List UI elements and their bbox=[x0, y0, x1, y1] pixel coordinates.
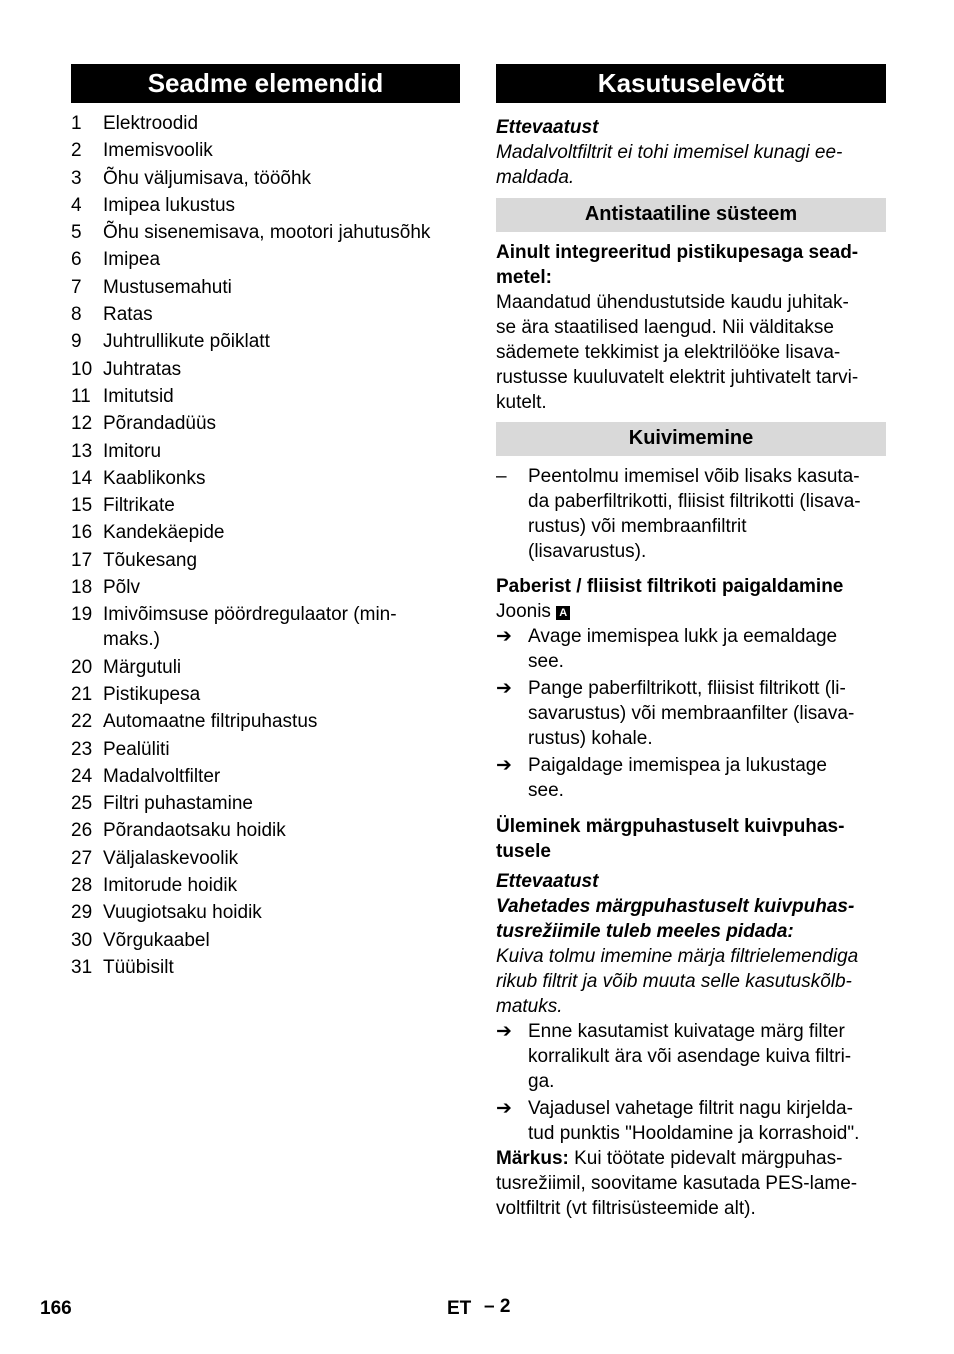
item-label: Kandekäepide bbox=[103, 522, 225, 544]
item-number: 17 bbox=[71, 549, 93, 571]
item-number: 24 bbox=[71, 765, 93, 787]
item-number: 25 bbox=[71, 793, 93, 815]
item-number: 16 bbox=[71, 522, 93, 544]
arrow-icon: ➔ bbox=[496, 626, 512, 647]
figure-a-icon: A bbox=[556, 606, 570, 620]
item-number: 22 bbox=[71, 711, 93, 733]
item-number: 27 bbox=[71, 847, 93, 869]
dash-text: Peentolmu imemisel võib lisaks kasuta- da paberfiltrikotti, fliisist filtrikotti (lisava- rustus) või membraanfiltrit (lisavarustus). bbox=[528, 466, 861, 562]
item-label: Imitorude hoidik bbox=[103, 875, 238, 897]
list-item bbox=[71, 764, 460, 789]
item-label: Elektroodid bbox=[103, 113, 199, 134]
item-label: Õhu sisenemisava, mootori jahutusõhk bbox=[103, 222, 431, 244]
list-item bbox=[71, 411, 460, 436]
item-label: Mustusemahuti bbox=[103, 276, 232, 298]
item-label: Tõukesang bbox=[103, 549, 198, 571]
filter-bag-subtitle: Paberist / fliisist filtrikoti paigaldamine bbox=[496, 576, 844, 597]
step-item bbox=[496, 1019, 886, 1094]
item-number: 19 bbox=[71, 604, 93, 626]
wet-to-dry-steps bbox=[496, 1019, 886, 1146]
step-text: Pange paberfiltrikott, fliisist filtrikott (li- savarustus) või membraanfilter (lisava- rustus) kohale. bbox=[528, 678, 855, 749]
step-item bbox=[496, 1096, 886, 1146]
list-item bbox=[71, 275, 460, 300]
item-label: Väljalaskevoolik bbox=[103, 847, 239, 869]
item-label: Imitutsid bbox=[103, 385, 174, 407]
warning-text: Madalvoltfiltrit ei tohi imemisel kunagi ee- maldada. bbox=[496, 142, 843, 188]
note-label: Märkus: bbox=[496, 1148, 569, 1169]
item-label: Pistikupesa bbox=[103, 683, 201, 705]
list-item bbox=[71, 900, 460, 925]
item-number: 7 bbox=[71, 276, 82, 298]
item-number: 18 bbox=[71, 577, 93, 599]
item-number: 10 bbox=[71, 358, 93, 380]
item-label: Põrandadüüs bbox=[103, 413, 217, 435]
item-number: 14 bbox=[71, 467, 93, 489]
item-label: Automaatne filtripuhastus bbox=[103, 711, 318, 733]
item-number: 9 bbox=[71, 331, 82, 353]
item-number: 31 bbox=[71, 956, 93, 978]
list-item bbox=[71, 193, 460, 218]
arrow-icon: ➔ bbox=[496, 1098, 512, 1119]
list-item bbox=[71, 520, 460, 545]
item-label: Põlv bbox=[103, 577, 140, 599]
item-number: 26 bbox=[71, 820, 93, 842]
item-label: Imivõimsuse pöördregulaator (min- maks.) bbox=[103, 604, 397, 651]
list-item bbox=[71, 302, 460, 327]
step-text: Avage imemispea lukk ja eemaldage see. bbox=[528, 626, 838, 672]
list-item bbox=[71, 873, 460, 898]
warning-title-2: Ettevaatust bbox=[496, 871, 599, 892]
parts-list bbox=[71, 111, 460, 980]
item-number: 21 bbox=[71, 683, 93, 705]
page-number: 166 bbox=[40, 1298, 72, 1319]
item-label: Filtri puhastamine bbox=[103, 793, 253, 815]
item-number: 2 bbox=[71, 140, 82, 162]
list-item bbox=[71, 575, 460, 600]
item-label: Imipea lukustus bbox=[103, 194, 236, 216]
list-item bbox=[71, 111, 460, 136]
step-text: Vajadusel vahetage filtrit nagu kirjelda- tud punktis "Hooldamine ja korrashoid". bbox=[528, 1098, 860, 1144]
step-item bbox=[496, 753, 886, 803]
item-label: Imipea bbox=[103, 249, 161, 271]
list-item bbox=[71, 466, 460, 491]
item-label: Pealüliti bbox=[103, 738, 170, 760]
dash-item bbox=[496, 464, 886, 564]
filter-bag-steps bbox=[496, 624, 886, 803]
item-number: 11 bbox=[71, 385, 91, 407]
list-item bbox=[71, 709, 460, 734]
footer-section: – 2 bbox=[484, 1296, 511, 1317]
left-column bbox=[71, 64, 460, 982]
item-number: 4 bbox=[71, 194, 82, 216]
item-label: Imemisvoolik bbox=[103, 140, 213, 162]
list-item bbox=[71, 602, 460, 652]
list-item bbox=[71, 384, 460, 409]
item-number: 8 bbox=[71, 304, 82, 326]
item-label: Juhtratas bbox=[103, 358, 182, 380]
item-label: Tüübisilt bbox=[103, 956, 174, 978]
list-item bbox=[71, 655, 460, 680]
item-label: Juhtrullikute põiklatt bbox=[103, 331, 270, 353]
list-item bbox=[71, 166, 460, 191]
item-label: Vuugiotsaku hoidik bbox=[103, 902, 262, 924]
list-item bbox=[71, 220, 460, 245]
list-item bbox=[71, 791, 460, 816]
subheading-antistatic: Antistaatiline süsteem bbox=[496, 198, 886, 232]
figure-reference bbox=[496, 599, 886, 624]
item-number: 1 bbox=[71, 113, 82, 134]
item-number: 30 bbox=[71, 929, 93, 951]
list-item bbox=[71, 138, 460, 163]
step-item bbox=[496, 676, 886, 751]
list-item bbox=[71, 357, 460, 382]
item-number: 5 bbox=[71, 222, 82, 244]
warning-bold-text-2: Vahetades märgpuhastuselt kuivpuhas- tusrežiimile tuleb meeles pidada: bbox=[496, 896, 855, 942]
list-item bbox=[71, 928, 460, 953]
item-number: 6 bbox=[71, 249, 82, 271]
item-label: Õhu väljumisava, tööõhk bbox=[103, 167, 312, 189]
list-item bbox=[71, 846, 460, 871]
section-heading-startup: Kasutuselevõtt bbox=[496, 64, 886, 103]
item-number: 3 bbox=[71, 167, 82, 189]
item-label: Madalvoltfilter bbox=[103, 765, 221, 787]
item-label: Imitoru bbox=[103, 440, 162, 462]
figure-label: Joonis bbox=[496, 601, 551, 622]
subheading-dry-vacuuming: Kuivimemine bbox=[496, 422, 886, 456]
section-heading-components: Seadme elemendid bbox=[71, 64, 460, 103]
item-number: 20 bbox=[71, 656, 93, 678]
warning-title: Ettevaatust bbox=[496, 117, 599, 138]
arrow-icon: ➔ bbox=[496, 755, 512, 776]
item-number: 13 bbox=[71, 440, 93, 462]
antistatic-subtitle: Ainult integreeritud pistikupesaga sead- metel: bbox=[496, 242, 859, 288]
list-item bbox=[71, 955, 460, 980]
item-number: 23 bbox=[71, 738, 93, 760]
footer-language: ET bbox=[447, 1298, 472, 1319]
item-label: Märgutuli bbox=[103, 656, 182, 678]
item-label: Kaablikonks bbox=[103, 467, 206, 489]
arrow-icon: ➔ bbox=[496, 1021, 512, 1042]
list-item bbox=[71, 682, 460, 707]
item-label: Ratas bbox=[103, 304, 153, 326]
item-number: 28 bbox=[71, 875, 93, 897]
antistatic-text: Maandatud ühendustutside kaudu juhitak- se ära staatilised laengud. Nii välditakse sädemete tekkimist ja elektrilööke lisava- rustusse kuuluvatelt elektrit juhtivatelt tarvi- kutelt. bbox=[496, 292, 859, 413]
step-text: Enne kasutamist kuivatage märg filter korralikult ära või asendage kuiva filtri- ga. bbox=[528, 1021, 852, 1092]
list-item bbox=[71, 247, 460, 272]
right-column bbox=[496, 64, 886, 1221]
item-number: 29 bbox=[71, 902, 93, 924]
item-label: Filtrikate bbox=[103, 495, 175, 517]
step-text: Paigaldage imemispea ja lukustage see. bbox=[528, 755, 827, 801]
list-item bbox=[71, 493, 460, 518]
step-item bbox=[496, 624, 886, 674]
list-item bbox=[71, 737, 460, 762]
item-label: Põrandaotsaku hoidik bbox=[103, 820, 286, 842]
note-text: Kui töötate pidevalt märgpuhas- tusrežiimil, soovitame kasutada PES-lame- voltfiltrit (vt filtrisüsteemide alt). bbox=[496, 1148, 858, 1219]
note-paragraph bbox=[496, 1146, 886, 1221]
item-label: Võrgukaabel bbox=[103, 929, 210, 951]
warning-text-2: Kuiva tolmu imemine märja filtrielemendiga rikub filtrit ja võib muuta selle kasutuskõlb- matuks. bbox=[496, 946, 859, 1017]
item-number: 12 bbox=[71, 413, 93, 435]
wet-to-dry-subtitle: Üleminek märgpuhastuselt kuivpuhas- tusele bbox=[496, 816, 845, 862]
dash-marker: – bbox=[496, 466, 507, 487]
list-item bbox=[71, 439, 460, 464]
list-item bbox=[71, 329, 460, 354]
item-number: 15 bbox=[71, 495, 93, 517]
list-item bbox=[71, 818, 460, 843]
arrow-icon: ➔ bbox=[496, 678, 512, 699]
list-item bbox=[71, 548, 460, 573]
